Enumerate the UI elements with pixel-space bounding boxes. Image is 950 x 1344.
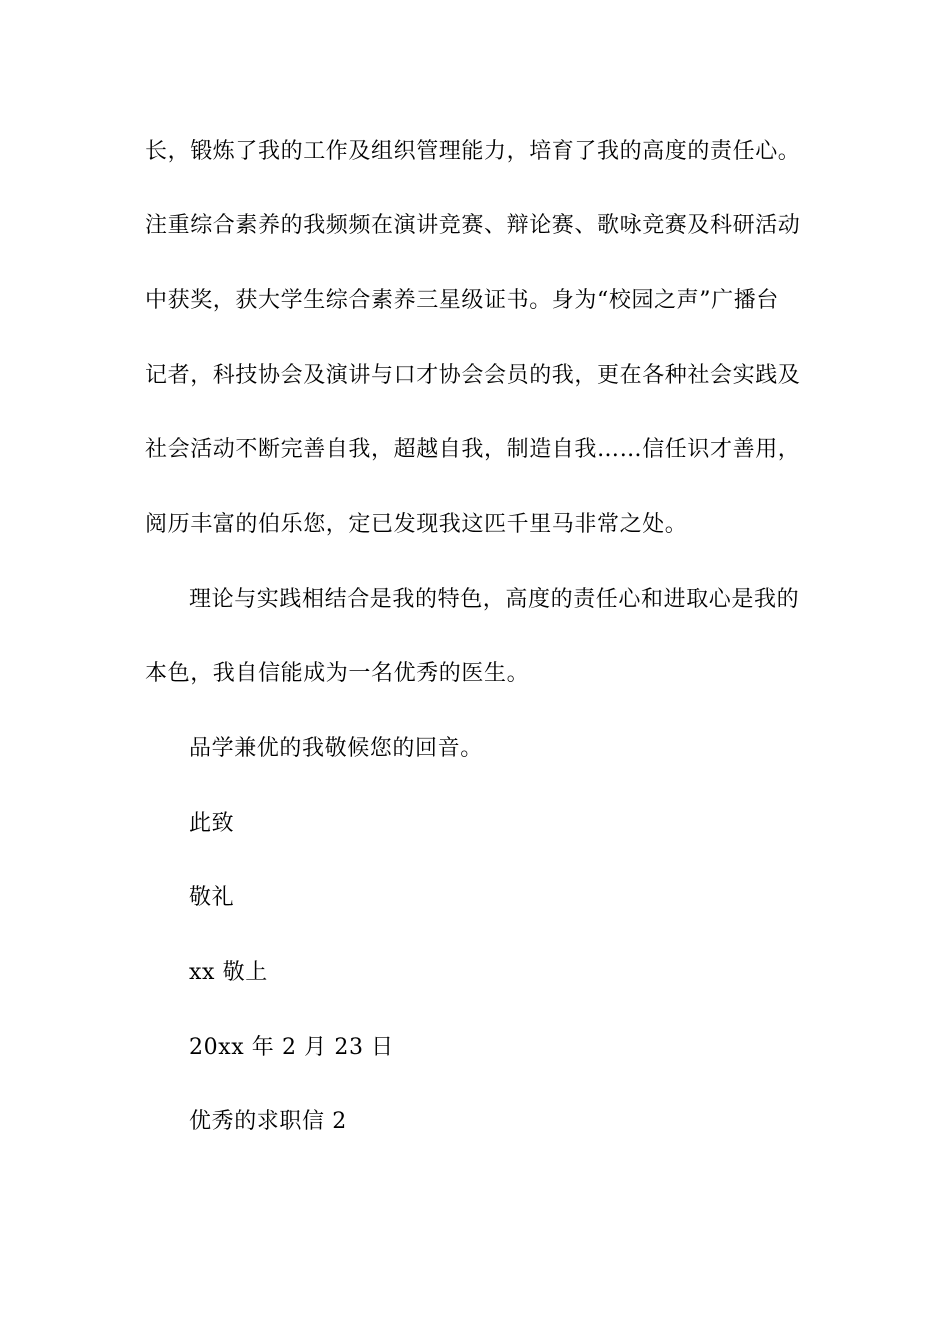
paragraph-line: 阅历丰富的伯乐您，定已发现我这匹千里马非常之处。 xyxy=(145,512,688,537)
paragraph-line: 长，锻炼了我的工作及组织管理能力，培育了我的高度的责任心。 xyxy=(145,139,801,164)
closing-salutation: 此致 xyxy=(189,811,235,836)
section-heading: 优秀的求职信 2 xyxy=(189,1109,347,1134)
paragraph-line: 中获奖，获大学生综合素养三星级证书。身为“校园之声”广播台 xyxy=(145,288,779,313)
paragraph-line: 本色，我自信能成为一名优秀的医生。 xyxy=(145,661,530,686)
paragraph-line: 注重综合素养的我频频在演讲竞赛、辩论赛、歌咏竞赛及科研活动 xyxy=(145,213,801,238)
paragraph-line: 品学兼优的我敬候您的回音。 xyxy=(189,736,483,761)
paragraph-line: 记者，科技协会及演讲与口才协会会员的我，更在各种社会实践及 xyxy=(145,363,801,388)
signature-line: xx 敬上 xyxy=(189,960,268,985)
paragraph-line: 社会活动不断完善自我，超越自我，制造自我……信任识才善用， xyxy=(145,437,801,462)
paragraph-line: 理论与实践相结合是我的特色，高度的责任心和进取心是我的 xyxy=(189,587,800,612)
closing-regards: 敬礼 xyxy=(189,885,235,910)
date-line: 20xx 年 2 月 23 日 xyxy=(189,1035,394,1060)
